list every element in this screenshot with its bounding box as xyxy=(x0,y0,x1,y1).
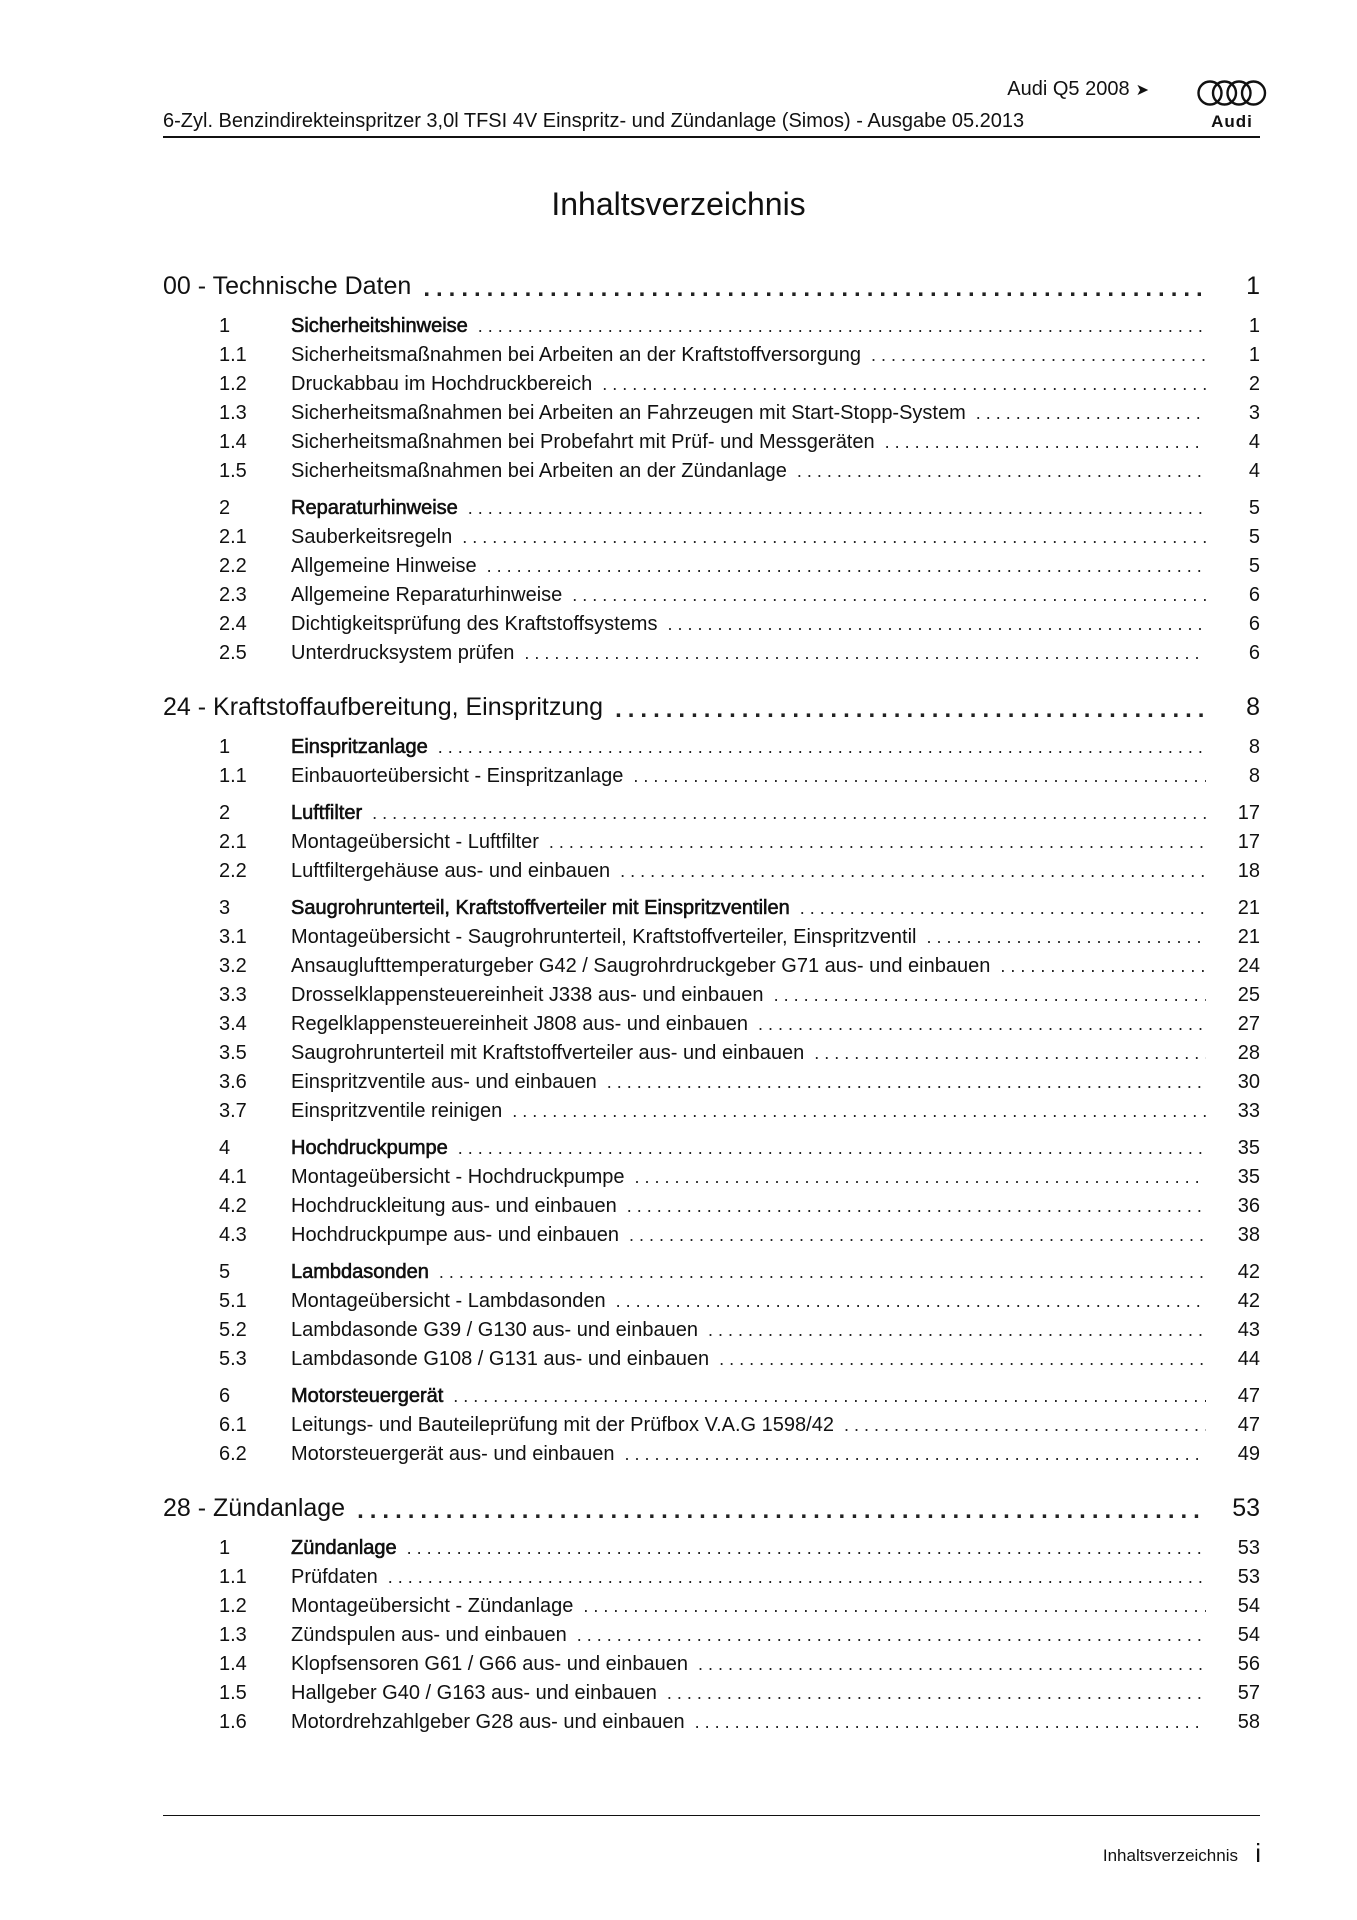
toc-section xyxy=(163,1379,1260,1466)
item-title: Einspritzventile reinigen xyxy=(291,1100,503,1122)
item-number: 1.4 xyxy=(219,431,247,453)
toc-section xyxy=(163,491,1260,665)
header-rule xyxy=(163,136,1260,138)
toc-chapter xyxy=(163,1481,1260,1734)
dot-leader xyxy=(871,345,1206,367)
item-title: Motorsteuergerät aus- und einbauen xyxy=(291,1443,615,1465)
footer-rule xyxy=(163,1815,1260,1816)
dot-leader xyxy=(388,1567,1206,1589)
dot-leader xyxy=(615,700,1204,722)
chapter-page: 1 xyxy=(1246,272,1260,300)
item-page: 42 xyxy=(1237,1290,1260,1312)
item-number: 3.5 xyxy=(219,1042,247,1064)
dot-leader xyxy=(453,1386,1206,1408)
dot-leader xyxy=(572,585,1206,607)
dot-leader xyxy=(629,1225,1206,1247)
dot-leader xyxy=(800,898,1206,920)
item-title: Saugrohrunterteil mit Kraftstoffverteiler aus- und einbauen xyxy=(291,1042,805,1064)
section-title: Lambdasonden xyxy=(291,1261,429,1283)
item-page: 54 xyxy=(1237,1624,1260,1646)
toc-section xyxy=(163,730,1260,788)
header-model-text: Audi Q5 2008 xyxy=(1007,78,1130,100)
item-title: Montageübersicht - Hochdruckpumpe xyxy=(291,1166,625,1188)
item-number: 1.5 xyxy=(219,1682,247,1704)
item-page: 6 xyxy=(1248,584,1260,606)
footer-page-number: i xyxy=(1255,1838,1261,1868)
item-number: 3.6 xyxy=(219,1071,247,1093)
toc-item-row[interactable] xyxy=(163,1313,1260,1342)
item-page: 47 xyxy=(1237,1414,1260,1436)
section-title: Luftfilter xyxy=(291,802,363,824)
toc-section xyxy=(163,1131,1260,1247)
item-title: Montageübersicht - Saugrohrunterteil, Kraftstoffverteiler, Einspritzventil xyxy=(291,926,917,948)
dot-leader xyxy=(372,803,1206,825)
toc-item-row[interactable] xyxy=(163,1676,1260,1705)
toc-section-row[interactable] xyxy=(163,1131,1260,1160)
section-title: Sicherheitshinweise xyxy=(291,315,468,337)
dot-leader xyxy=(407,1538,1206,1560)
dot-leader xyxy=(708,1320,1206,1342)
dot-leader xyxy=(976,403,1206,425)
dot-leader xyxy=(885,432,1206,454)
toc-item-row[interactable] xyxy=(163,1284,1260,1313)
item-number: 1.2 xyxy=(219,1595,247,1617)
item-page: 6 xyxy=(1248,642,1260,664)
item-title: Sicherheitsmaßnahmen bei Probefahrt mit Prüf- und Messgeräten xyxy=(291,431,875,453)
item-page: 36 xyxy=(1237,1195,1260,1217)
item-title: Ansauglufttemperaturgeber G42 / Saugrohrdruckgeber G71 aus- und einbauen xyxy=(291,955,991,977)
item-title: Regelklappensteuereinheit J808 aus- und einbauen xyxy=(291,1013,749,1035)
section-number: 2 xyxy=(219,802,231,824)
dot-leader xyxy=(423,279,1204,301)
toc-item-row[interactable] xyxy=(163,1705,1260,1734)
item-page: 18 xyxy=(1237,860,1260,882)
item-page: 28 xyxy=(1237,1042,1260,1064)
item-page: 24 xyxy=(1237,955,1260,977)
section-number: 1 xyxy=(219,1537,231,1559)
section-title: Motorsteuergerät xyxy=(291,1385,444,1407)
section-title: Reparaturhinweise xyxy=(291,497,458,519)
toc-item-row[interactable] xyxy=(163,1065,1260,1094)
toc-chapter xyxy=(163,259,1260,665)
section-number: 6 xyxy=(219,1385,231,1407)
item-page: 4 xyxy=(1248,460,1260,482)
section-page: 35 xyxy=(1237,1137,1260,1159)
chapter-page: 8 xyxy=(1246,693,1260,721)
item-page: 1 xyxy=(1248,344,1260,366)
item-number: 2.2 xyxy=(219,555,247,577)
dot-leader xyxy=(524,643,1206,665)
item-number: 2.2 xyxy=(219,860,247,882)
item-number: 3.3 xyxy=(219,984,247,1006)
header-title: 6-Zyl. Benzindirekteinspritzer 3,0l TFSI 4V Einspritz- und Zündanlage (Simos) - Ausgabe 05.2013 xyxy=(163,110,1025,132)
dot-leader xyxy=(487,556,1206,578)
item-title: Unterdrucksystem prüfen xyxy=(291,642,515,664)
dot-leader xyxy=(549,832,1206,854)
toc-item-row[interactable] xyxy=(163,549,1260,578)
item-title: Prüfdaten xyxy=(291,1566,378,1588)
item-number: 1.2 xyxy=(219,373,247,395)
dot-leader xyxy=(844,1415,1206,1437)
toc-section-row[interactable] xyxy=(163,891,1260,920)
section-page: 53 xyxy=(1237,1537,1260,1559)
chapter-title: 28 - Zündanlage xyxy=(163,1494,346,1522)
dot-leader xyxy=(512,1101,1206,1123)
toc-item-row[interactable] xyxy=(163,920,1260,949)
toc-item-row[interactable] xyxy=(163,1589,1260,1618)
dot-leader xyxy=(602,374,1206,396)
item-page: 2 xyxy=(1248,373,1260,395)
section-page: 8 xyxy=(1248,736,1260,758)
item-page: 3 xyxy=(1248,402,1260,424)
item-title: Allgemeine Reparaturhinweise xyxy=(291,584,563,606)
dot-leader xyxy=(468,498,1206,520)
item-number: 1.4 xyxy=(219,1653,247,1675)
item-number: 1.1 xyxy=(219,344,247,366)
dot-leader xyxy=(625,1444,1206,1466)
item-number: 4.1 xyxy=(219,1166,247,1188)
item-page: 53 xyxy=(1237,1566,1260,1588)
item-page: 56 xyxy=(1237,1653,1260,1675)
item-number: 1.6 xyxy=(219,1711,247,1733)
section-title: Hochdruckpumpe xyxy=(291,1137,448,1159)
toc-item-row[interactable] xyxy=(163,1218,1260,1247)
toc-item-row[interactable] xyxy=(163,636,1260,665)
dot-leader xyxy=(583,1596,1206,1618)
item-number: 1.1 xyxy=(219,765,247,787)
item-page: 38 xyxy=(1237,1224,1260,1246)
dot-leader xyxy=(635,1167,1206,1189)
dot-leader xyxy=(577,1625,1206,1647)
item-number: 2.1 xyxy=(219,526,247,548)
section-number: 5 xyxy=(219,1261,231,1283)
item-title: Hochdruckleitung aus- und einbauen xyxy=(291,1195,617,1217)
toc-item-row[interactable] xyxy=(163,396,1260,425)
toc-item-row[interactable] xyxy=(163,1647,1260,1676)
toc-item-row[interactable] xyxy=(163,367,1260,396)
item-title: Sauberkeitsregeln xyxy=(291,526,453,548)
item-title: Zündspulen aus- und einbauen xyxy=(291,1624,567,1646)
dot-leader xyxy=(357,1501,1204,1523)
toc-item-row[interactable] xyxy=(163,1036,1260,1065)
chapter-title: 24 - Kraftstoffaufbereitung, Einspritzung xyxy=(163,693,604,721)
section-page: 17 xyxy=(1237,802,1260,824)
toc-item-row[interactable] xyxy=(163,338,1260,367)
toc-item-row[interactable] xyxy=(163,854,1260,883)
dot-leader xyxy=(478,316,1206,338)
section-page: 47 xyxy=(1237,1385,1260,1407)
audi-rings-icon xyxy=(1196,76,1268,110)
item-title: Allgemeine Hinweise xyxy=(291,555,477,577)
toc-section-row[interactable] xyxy=(163,1379,1260,1408)
item-number: 5.2 xyxy=(219,1319,247,1341)
dot-leader xyxy=(620,861,1206,883)
dot-leader xyxy=(719,1349,1206,1371)
toc-item-row[interactable] xyxy=(163,1189,1260,1218)
toc-item-row[interactable] xyxy=(163,1408,1260,1437)
item-title: Motordrehzahlgeber G28 aus- und einbauen xyxy=(291,1711,685,1733)
toc-item-row[interactable] xyxy=(163,978,1260,1007)
item-page: 35 xyxy=(1237,1166,1260,1188)
toc-section xyxy=(163,1531,1260,1734)
section-page: 5 xyxy=(1248,497,1260,519)
item-page: 21 xyxy=(1237,926,1260,948)
toc-chapter xyxy=(163,680,1260,1466)
item-title: Sicherheitsmaßnahmen bei Arbeiten an der Zündanlage xyxy=(291,460,787,482)
item-title: Leitungs- und Bauteileprüfung mit der Prüfbox V.A.G 1598/42 xyxy=(291,1414,834,1436)
item-number: 1.5 xyxy=(219,460,247,482)
item-number: 3.4 xyxy=(219,1013,247,1035)
arrow-right-icon: ➤ xyxy=(1135,82,1149,99)
toc-item-row[interactable] xyxy=(163,1342,1260,1371)
toc-item-row[interactable] xyxy=(163,578,1260,607)
toc-section xyxy=(163,891,1260,1123)
chapter-page: 53 xyxy=(1232,1494,1260,1522)
toc-section-row[interactable] xyxy=(163,491,1260,520)
toc-section-row[interactable] xyxy=(163,1255,1260,1284)
dot-leader xyxy=(927,927,1207,949)
item-title: Lambdasonde G108 / G131 aus- und einbauen xyxy=(291,1348,710,1370)
dot-leader xyxy=(774,985,1206,1007)
item-number: 4.2 xyxy=(219,1195,247,1217)
toc-item-row[interactable] xyxy=(163,1094,1260,1123)
item-page: 30 xyxy=(1237,1071,1260,1093)
toc-section xyxy=(163,796,1260,883)
section-title: Saugrohrunterteil, Kraftstoffverteiler mit Einspritzventilen xyxy=(291,897,790,919)
dot-leader xyxy=(667,614,1206,636)
item-title: Klopfsensoren G61 / G66 aus- und einbauen xyxy=(291,1653,688,1675)
item-page: 33 xyxy=(1237,1100,1260,1122)
item-title: Sicherheitsmaßnahmen bei Arbeiten an Fahrzeugen mit Start-Stopp-System xyxy=(291,402,966,424)
item-title: Luftfiltergehäuse aus- und einbauen xyxy=(291,860,611,882)
dot-leader xyxy=(758,1014,1206,1036)
toc-chapter-row[interactable] xyxy=(163,259,1260,301)
item-number: 1.3 xyxy=(219,1624,247,1646)
dot-leader xyxy=(462,527,1206,549)
item-page: 58 xyxy=(1237,1711,1260,1733)
item-number: 3.7 xyxy=(219,1100,247,1122)
item-title: Hochdruckpumpe aus- und einbauen xyxy=(291,1224,619,1246)
toc-chapter-row[interactable] xyxy=(163,680,1260,722)
item-title: Montageübersicht - Zündanlage xyxy=(291,1595,574,1617)
item-page: 25 xyxy=(1237,984,1260,1006)
dot-leader xyxy=(439,1262,1206,1284)
toc-item-row[interactable] xyxy=(163,520,1260,549)
item-page: 27 xyxy=(1237,1013,1260,1035)
item-number: 5.3 xyxy=(219,1348,247,1370)
toc-item-row[interactable] xyxy=(163,425,1260,454)
section-title: Einspritzanlage xyxy=(291,736,428,758)
header-model xyxy=(1007,78,1149,102)
toc-item-row[interactable] xyxy=(163,1007,1260,1036)
table-of-contents xyxy=(163,259,1260,1734)
section-number: 1 xyxy=(219,736,231,758)
section-number: 4 xyxy=(219,1137,231,1159)
dot-leader xyxy=(797,461,1206,483)
section-number: 1 xyxy=(219,315,231,337)
footer-label: Inhaltsverzeichnis xyxy=(1102,1846,1238,1865)
item-number: 3.2 xyxy=(219,955,247,977)
item-title: Dichtigkeitsprüfung des Kraftstoffsystems xyxy=(291,613,658,635)
audi-logo xyxy=(1196,76,1268,134)
item-page: 54 xyxy=(1237,1595,1260,1617)
toc-section-row[interactable] xyxy=(163,796,1260,825)
toc-item-row[interactable] xyxy=(163,607,1260,636)
toc-item-row[interactable] xyxy=(163,1437,1260,1466)
section-page: 21 xyxy=(1237,897,1260,919)
dot-leader xyxy=(627,1196,1206,1218)
dot-leader xyxy=(1000,956,1206,978)
item-page: 6 xyxy=(1248,613,1260,635)
toc-item-row[interactable] xyxy=(163,1560,1260,1589)
item-title: Lambdasonde G39 / G130 aus- und einbauen xyxy=(291,1319,698,1341)
section-number: 3 xyxy=(219,897,231,919)
item-page: 8 xyxy=(1248,765,1260,787)
item-number: 6.2 xyxy=(219,1443,247,1465)
item-number: 2.4 xyxy=(219,613,247,635)
section-title: Zündanlage xyxy=(291,1537,397,1559)
item-number: 6.1 xyxy=(219,1414,247,1436)
logo-wordmark: Audi xyxy=(1211,112,1253,131)
item-number: 5.1 xyxy=(219,1290,247,1312)
item-page: 5 xyxy=(1248,526,1260,548)
item-number: 3.1 xyxy=(219,926,247,948)
dot-leader xyxy=(458,1138,1206,1160)
dot-leader xyxy=(633,766,1206,788)
toc-item-row[interactable] xyxy=(163,454,1260,483)
toc-section xyxy=(163,1255,1260,1371)
item-page: 49 xyxy=(1237,1443,1260,1465)
dot-leader xyxy=(695,1712,1206,1734)
item-title: Montageübersicht - Luftfilter xyxy=(291,831,539,853)
item-title: Einbauorteübersicht - Einspritzanlage xyxy=(291,765,624,787)
item-number: 2.1 xyxy=(219,831,247,853)
item-number: 1.3 xyxy=(219,402,247,424)
section-page: 42 xyxy=(1237,1261,1260,1283)
toc-section-row[interactable] xyxy=(163,730,1260,759)
toc-item-row[interactable] xyxy=(163,949,1260,978)
item-title: Montageübersicht - Lambdasonden xyxy=(291,1290,606,1312)
toc-item-row[interactable] xyxy=(163,825,1260,854)
toc-chapter-row[interactable] xyxy=(163,1481,1260,1523)
item-page: 5 xyxy=(1248,555,1260,577)
item-title: Einspritzventile aus- und einbauen xyxy=(291,1071,597,1093)
item-page: 44 xyxy=(1237,1348,1260,1370)
item-number: 2.5 xyxy=(219,642,247,664)
dot-leader xyxy=(814,1043,1206,1065)
item-title: Hallgeber G40 / G163 aus- und einbauen xyxy=(291,1682,657,1704)
toc-section xyxy=(163,309,1260,483)
dot-leader xyxy=(698,1654,1206,1676)
toc-item-row[interactable] xyxy=(163,1160,1260,1189)
toc-section-row[interactable] xyxy=(163,1531,1260,1560)
toc-item-row[interactable] xyxy=(163,1618,1260,1647)
toc-item-row[interactable] xyxy=(163,759,1260,788)
item-title: Sicherheitsmaßnahmen bei Arbeiten an der Kraftstoffversorgung xyxy=(291,344,861,366)
item-page: 17 xyxy=(1237,831,1260,853)
item-number: 4.3 xyxy=(219,1224,247,1246)
page-title: Inhaltsverzeichnis xyxy=(551,186,806,222)
item-page: 57 xyxy=(1237,1682,1260,1704)
dot-leader xyxy=(607,1072,1206,1094)
dot-leader xyxy=(438,737,1206,759)
item-page: 4 xyxy=(1248,431,1260,453)
item-title: Drosselklappensteuereinheit J338 aus- und einbauen xyxy=(291,984,764,1006)
dot-leader xyxy=(616,1291,1206,1313)
section-page: 1 xyxy=(1248,315,1260,337)
item-title: Druckabbau im Hochdruckbereich xyxy=(291,373,593,395)
dot-leader xyxy=(667,1683,1206,1705)
section-number: 2 xyxy=(219,497,231,519)
chapter-title: 00 - Technische Daten xyxy=(163,272,412,300)
toc-section-row[interactable] xyxy=(163,309,1260,338)
item-page: 43 xyxy=(1237,1319,1260,1341)
item-number: 1.1 xyxy=(219,1566,247,1588)
item-number: 2.3 xyxy=(219,584,247,606)
